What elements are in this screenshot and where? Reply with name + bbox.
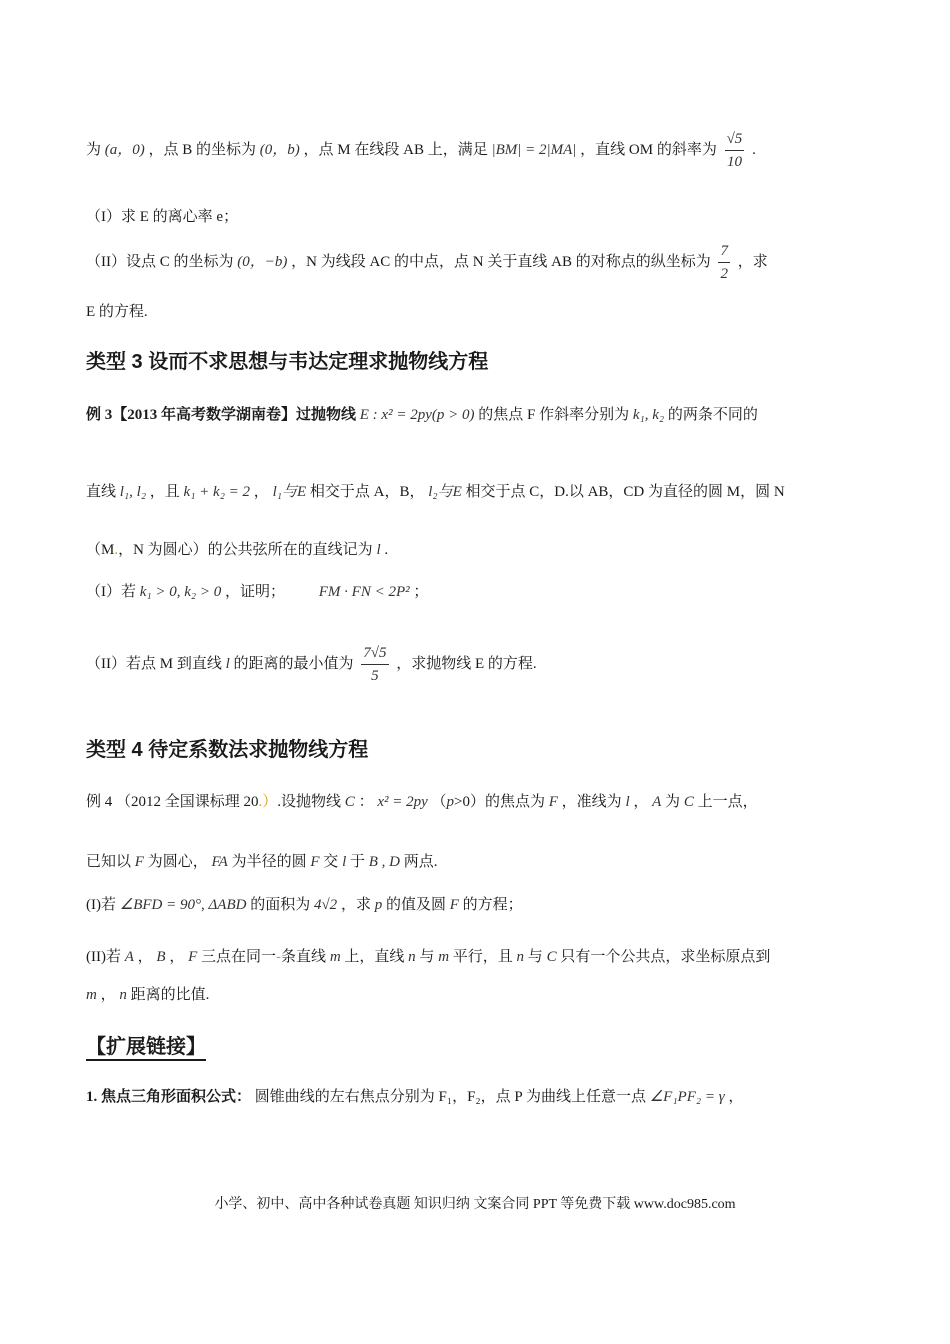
text: 已知以 (86, 854, 132, 870)
text: 相交于点 A，B， (309, 484, 425, 500)
math-expression: k₁ + k₂ = 2 (183, 484, 251, 500)
fraction (718, 240, 730, 285)
text: （ (431, 794, 447, 810)
text: ，直线 OM 的斜率为 (580, 141, 717, 158)
math-expression: F (449, 897, 459, 913)
text: ，且 (149, 484, 180, 500)
text-line: E 的方程. (86, 304, 148, 320)
math-expression: B , D (368, 854, 400, 870)
math-expression: F (188, 949, 198, 965)
text: ，准线为 (561, 794, 622, 810)
text: ，求 (737, 253, 768, 270)
text: 只有一个公共点，求坐标原点到 (560, 949, 771, 965)
math-expression: (a，0) (104, 141, 145, 158)
text: 的面积为 (250, 897, 311, 913)
math-expression: m (86, 987, 97, 1003)
text: . (114, 542, 119, 558)
text: . (752, 141, 756, 158)
text: （M (86, 542, 115, 558)
math-expression: l (225, 655, 230, 672)
text-line (86, 983, 209, 1004)
math-expression: l (625, 794, 630, 810)
text-line (86, 240, 768, 285)
fraction-denominator: 10 (726, 154, 742, 170)
text-line (86, 403, 758, 424)
text: ， (253, 484, 269, 500)
text: 1. 焦点三角形面积公式： (86, 1089, 252, 1105)
fraction (361, 642, 388, 687)
section-heading: 类型 3 设而不求思想与韦达定理求抛物线方程 (86, 351, 489, 373)
math-expression: C (683, 794, 694, 810)
section-heading: 类型 4 待定系数法求抛物线方程 (86, 739, 369, 761)
text: (I)若 (86, 897, 116, 913)
text-line (86, 642, 537, 687)
text: ，求抛物线 E 的方程. (396, 655, 537, 672)
text: ，求 (340, 897, 371, 913)
text: 上一点， (697, 794, 758, 810)
text: 为 (665, 794, 681, 810)
text: (II)若 (86, 949, 121, 965)
text: 上，直线 (344, 949, 405, 965)
text-line (86, 945, 770, 966)
math-expression: ∠F₁PF₂ = γ (649, 1089, 725, 1105)
text: （II）若点 M 到直线 (86, 655, 222, 672)
text: ，证明； (225, 584, 286, 600)
text: ， (137, 949, 153, 965)
math-expression: l (376, 542, 381, 558)
text-line (86, 790, 758, 811)
math-expression: ∠BFD = 90°, ΔABD (119, 897, 247, 913)
text: 与 (419, 949, 435, 965)
math-expression: F (548, 794, 558, 810)
page-footer: 小学、初中、高中各种试卷真题 知识归纳 文案合同 PPT 等免费下载 www.doc985.com (214, 1197, 736, 1212)
fraction-denominator: 5 (371, 668, 379, 684)
text: 的方程； (462, 897, 523, 913)
math-expression: F (310, 854, 320, 870)
text: （II）设点 C 的坐标为 (86, 253, 234, 270)
text: ， (100, 987, 116, 1003)
math-expression: 4√2 (313, 897, 338, 913)
text: 的两条不同的 (667, 407, 758, 423)
text: ，点 B 的坐标为 (148, 141, 257, 158)
text: 圆锥曲线的左右焦点分别为 F₁，F₂，点 P 为曲线上任意一点 (254, 1089, 646, 1105)
text: 与 (527, 949, 543, 965)
math-expression: A (124, 949, 134, 965)
text: ，N 为线段 AC 的中点，点 N 关于直线 AB 的对称点的纵坐标为 (291, 253, 711, 270)
text: 的焦点 F 作斜率分别为 (478, 407, 630, 423)
text: 的值及圆 (385, 897, 446, 913)
math-expression: FM · FN < 2P² (318, 584, 410, 600)
text: 条直线 (281, 949, 327, 965)
math-expression: k₁, k₂ (632, 407, 665, 423)
math-expression: (0，b) (259, 141, 300, 158)
text: ， (633, 794, 649, 810)
fraction-numerator: 7√5 (361, 642, 388, 665)
text: .） (258, 794, 278, 810)
text: 的距离的最小值为 (233, 655, 354, 672)
text: - (276, 949, 282, 965)
text: 为 (86, 141, 102, 158)
text: 于 (349, 854, 365, 870)
text: ， (169, 949, 185, 965)
text-line (86, 480, 785, 501)
text-line (86, 1085, 743, 1106)
math-expression: B (156, 949, 166, 965)
math-expression: k₁ > 0, k₂ > 0 (139, 584, 222, 600)
math-expression: m (329, 949, 341, 965)
math-expression: p (446, 794, 455, 810)
math-expression: l (342, 854, 347, 870)
math-expression: x² = 2py (377, 794, 428, 810)
text-line (86, 850, 438, 871)
math-expression: (0，−b) (237, 253, 288, 270)
text: ，点 M 在线段 AB 上，满足 (303, 141, 488, 158)
fraction-numerator: √5 (725, 128, 745, 151)
math-expression: FA (211, 854, 228, 870)
fraction-denominator: 2 (720, 266, 728, 282)
text: ； (413, 584, 429, 600)
math-expression: l₂与E (428, 484, 462, 500)
section-heading: 【扩展链接】 (86, 1036, 206, 1058)
math-expression: A (652, 794, 662, 810)
math-expression: l₁与E (272, 484, 307, 500)
text-line (86, 538, 388, 559)
math-expression: m (438, 949, 450, 965)
text: ，N 为圆心）的公共弦所在的直线记为 (118, 542, 373, 558)
math-expression: l₁, l₂ (119, 484, 147, 500)
text: 距离的比值. (130, 987, 210, 1003)
math-expression: p (374, 897, 383, 913)
text: >0）的焦点为 (454, 794, 545, 810)
text: 直线 (86, 484, 117, 500)
text: 为圆心， (147, 854, 208, 870)
text: 例 4 （2012 全国课标理 20 (86, 794, 259, 810)
text-line (86, 580, 428, 601)
math-expression: F (134, 854, 144, 870)
math-expression: n (516, 949, 525, 965)
text-line: （I）求 E 的离心率 e； (86, 209, 239, 225)
math-expression: n (408, 949, 416, 965)
math-expression: E : x² = 2py(p > 0) (359, 407, 475, 423)
text-line (86, 128, 756, 173)
text: 三点在同一 (201, 949, 277, 965)
text: 相交于点 C，D.以 AB，CD 为直径的圆 M，圆 N (465, 484, 785, 500)
text: ： (358, 794, 374, 810)
text: （I）若 (86, 584, 136, 600)
fraction-numerator: 7 (718, 240, 730, 263)
text: 两点. (403, 854, 438, 870)
math-expression: C (546, 949, 557, 965)
math-expression: |BM| = 2|MA| (491, 141, 577, 158)
text: 为半径的圆 (231, 854, 307, 870)
text: .设抛物线 (277, 794, 342, 810)
text: 例 3【2013 年高考数学湖南卷】过抛物线 (86, 407, 357, 423)
math-expression: C (344, 794, 355, 810)
math-expression: n (119, 987, 127, 1003)
text-line (86, 893, 523, 914)
text: 交 (323, 854, 339, 870)
text: ， (728, 1089, 744, 1105)
text: . (384, 542, 389, 558)
text: 平行，且 (452, 949, 513, 965)
fraction (725, 128, 745, 173)
